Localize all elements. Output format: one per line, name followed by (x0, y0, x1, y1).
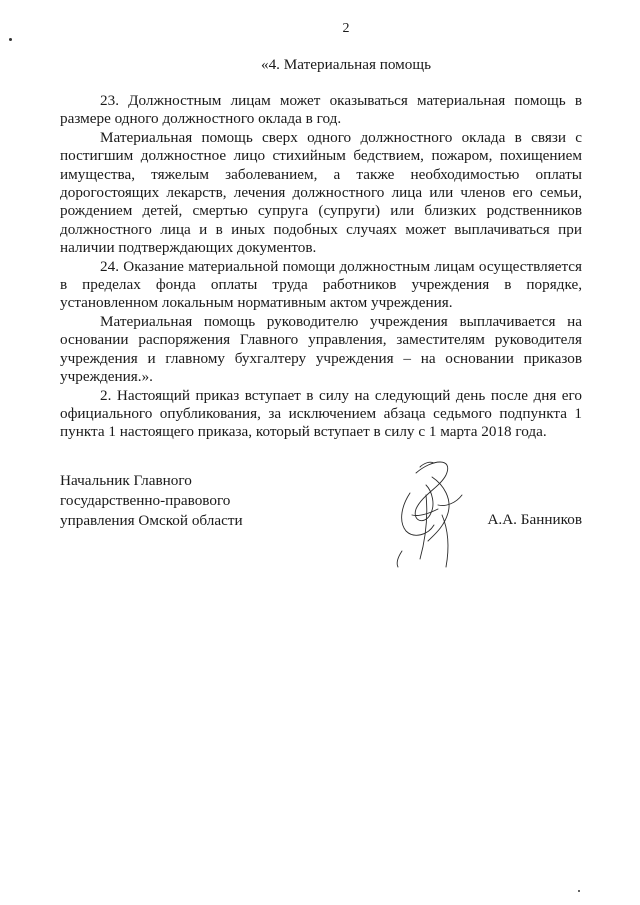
signer-title-line: управления Омской области (60, 512, 243, 529)
page-number: 2 (342, 21, 350, 36)
scan-speck (9, 38, 12, 41)
section-title: «4. Материальная помощь (260, 56, 432, 73)
paragraph: Материальная помощь сверх одного должностного оклада в связи с постигшим должностное лицо стихийным бедствием, пожаром, похищением имущества, тяжелым заболеванием, а также необходимостью оплаты дорогостоящих лекарств, лечения должностного лица или членов его семьи, рождением детей, смертью супруга (супруги) или близких родственников должностного лица и в иных подобных случаях может выплачиваться при наличии подтверждающих документов. (60, 128, 582, 257)
scan-speck (578, 890, 580, 892)
signer-title-line: государственно-правового (60, 492, 231, 509)
signature-block (60, 471, 582, 581)
paragraph: 24. Оказание материальной помощи должностным лицам осуществляется в пределах фонда оплаты труда работников учреждения в порядке, установленном локальным нормативным актом учреждения. (60, 257, 582, 312)
handwritten-signature (372, 455, 482, 575)
signer-name: А.А. Банников (487, 511, 582, 528)
paragraph: 2. Настоящий приказ вступает в силу на следующий день после дня его официального опубликования, за исключением абзаца седьмого подпункта 1 пункта 1 настоящего приказа, который вступает в силу с 1 марта 2018 года. (60, 386, 582, 441)
paragraph: Материальная помощь руководителю учреждения выплачивается на основании распоряжения Главного управления, заместителям руководителя учреждения и главному бухгалтеру учреждения – на основании приказов учреждения.». (60, 312, 582, 386)
document-body (60, 92, 582, 442)
paragraph: 23. Должностным лицам может оказываться материальная помощь в размере одного должностного оклада в год. (60, 92, 582, 128)
signer-title-line: Начальник Главного (60, 472, 192, 489)
signer-title (60, 471, 243, 531)
